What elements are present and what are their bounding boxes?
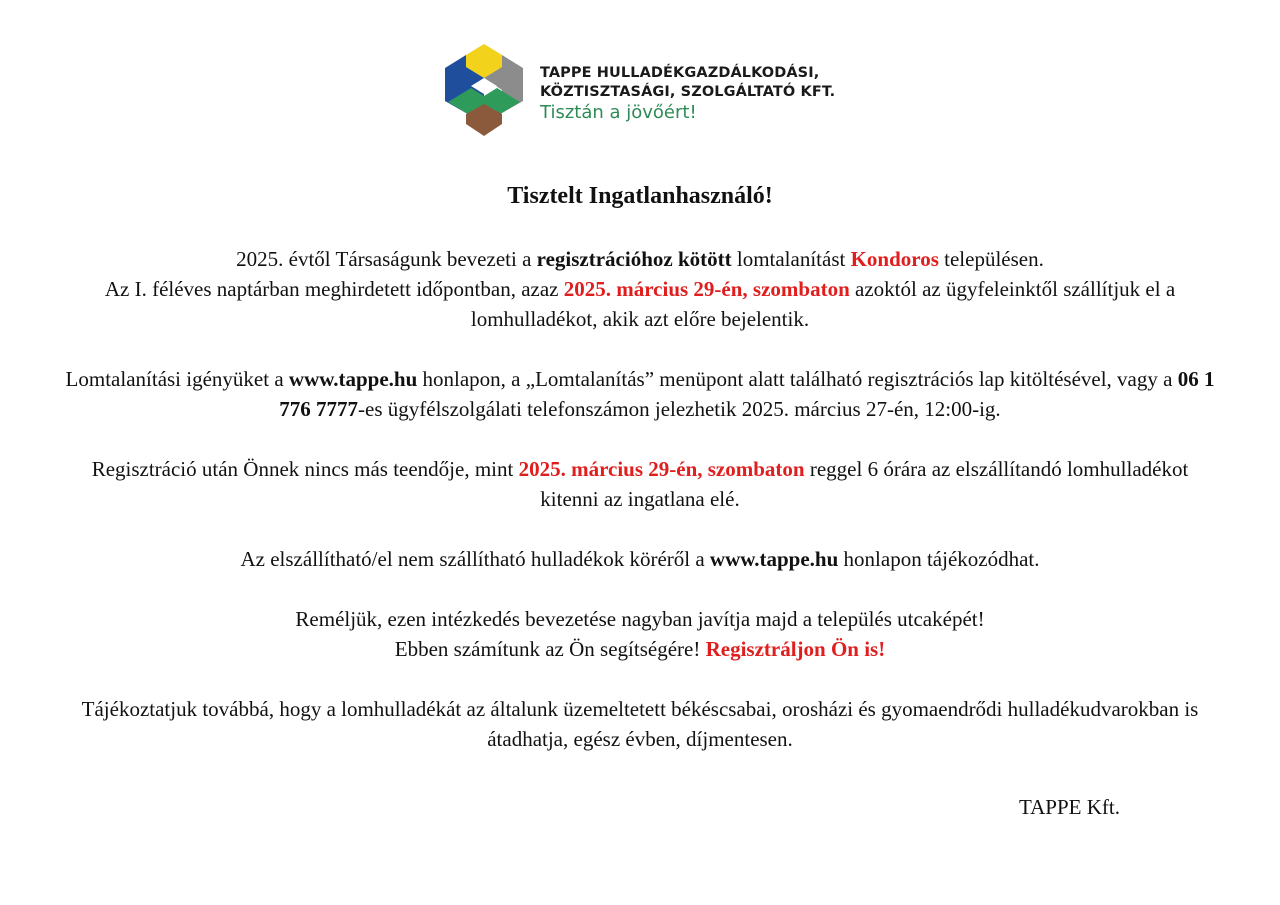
paragraph-waste-info (60, 544, 1220, 574)
logo-mark-icon (445, 44, 523, 136)
after-date-highlight: 2025. március 29-én, szombaton (518, 457, 805, 481)
register-website-link[interactable]: www.tappe.hu (288, 367, 418, 391)
waste-website-link[interactable]: www.tappe.hu (709, 547, 839, 571)
logo-slogan: Tisztán a jövőért! (540, 102, 697, 123)
register-phone-number: 06 1 776 7777 (279, 367, 1215, 421)
waste-text-2: honlapon tájékozódhat. (838, 547, 1040, 571)
intro-town-name: Kondoros (850, 247, 939, 271)
company-logo (445, 44, 835, 136)
letter-title: Tisztelt Ingatlanhasználó! (507, 183, 773, 209)
paragraph-how-to-register (60, 364, 1220, 424)
intro-registration-bold: regisztrációhoz kötött (536, 247, 732, 271)
intro-text-5: azoktól az ügyfeleinktől szállítjuk el a lomhulladékot, akik azt előre bejelentik. (470, 277, 1176, 331)
intro-text-4: Az I. féléves naptárban meghirdetett időpontban, azaz (104, 277, 564, 301)
paragraph-waste-yards: Tájékoztatjuk továbbá, hogy a lomhulladékát az általunk üzemeltetett békéscsabai, orosházi és gyomaendrődi hulladékudvarokban is átadhatja, egész évben, díjmentesen. (81, 697, 1199, 751)
intro-text-1: 2025. évtől Társaságunk bevezeti a (236, 247, 537, 271)
waste-text-1: Az elszállítható/el nem szállítható hulladékok köréről a (240, 547, 710, 571)
register-text-3: -es ügyfélszolgálati telefonszámon jelezhetik 2025. március 27-én, 12:00-ig. (358, 397, 1001, 421)
register-text-2: honlapon, a „Lomtalanítás” menüpont alatt található regisztrációs lap kitöltésével, vagy a (417, 367, 1178, 391)
logo-company-line1: TAPPE HULLADÉKGAZDÁLKODÁSI, (540, 65, 820, 81)
paragraph-intro (60, 244, 1220, 334)
paragraph-closing (60, 604, 1220, 664)
after-text-1: Regisztráció után Önnek nincs más teendője, mint (91, 457, 519, 481)
intro-text-2: lomtalanítást (731, 247, 851, 271)
closing-text-2: Ebben számítunk az Ön segítségére! (394, 637, 706, 661)
intro-text-3: településen. (938, 247, 1044, 271)
closing-text-1: Reméljük, ezen intézkedés bevezetése nagyban javítja majd a település utcaképét! (295, 607, 985, 631)
logo-company-line2: KÖZTISZTASÁGI, SZOLGÁLTATÓ KFT. (540, 84, 836, 100)
letter-body (60, 178, 1220, 784)
intro-date-highlight: 2025. március 29-én, szombaton (563, 277, 850, 301)
closing-call-to-action: Regisztráljon Ön is! (705, 637, 886, 661)
after-text-2: reggel 6 órára az elszállítandó lomhulladékot kitenni az ingatlana elé. (540, 457, 1189, 511)
register-text-1: Lomtalanítási igényüket a (65, 367, 289, 391)
signature: TAPPE Kft. (1019, 795, 1120, 819)
logo-text (540, 64, 840, 124)
paragraph-after-registration (60, 454, 1220, 514)
